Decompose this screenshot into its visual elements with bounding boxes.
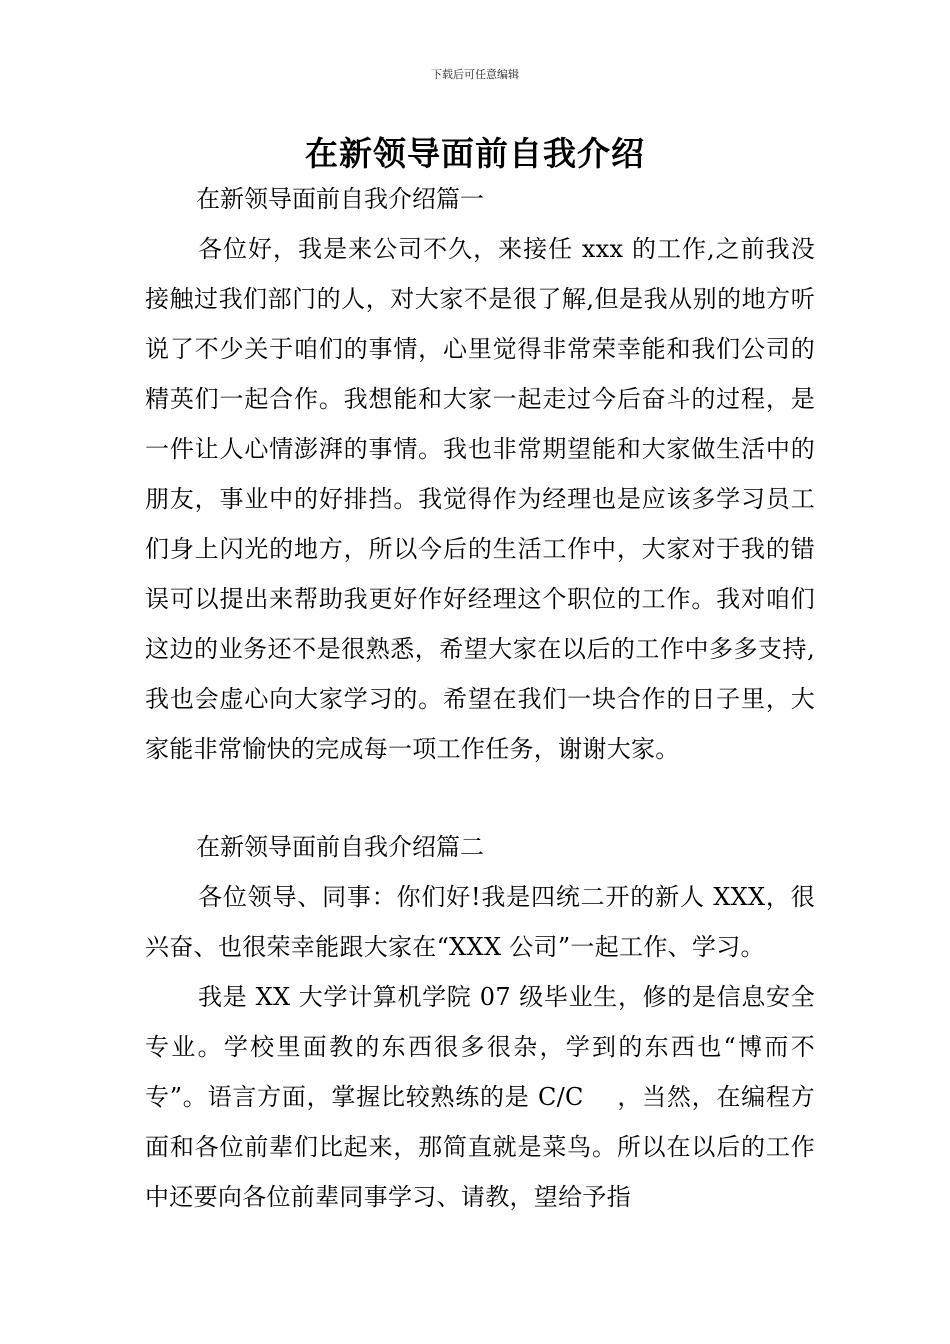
- paragraph: 各位领导、同事：你们好!我是四统二开的新人 XXX，很兴奋、也很荣幸能跟大家在“XXX 公司”一起工作、学习。: [145, 883, 815, 961]
- section-heading-1: 在新领导面前自我介绍篇一: [196, 185, 484, 213]
- section-2-body: [145, 872, 815, 1222]
- section-heading-2: 在新领导面前自我介绍篇二: [196, 833, 484, 861]
- paragraph: 我是 XX 大学计算机学院 07 级毕业生，修的是信息安全专业。学校里面教的东西很多很杂，学到的东西也“博而不专”。语言方面，掌握比较熟练的是 C/C ，当然，在编程方面和各位前辈们比起来，那简直就是菜鸟。所以在以后的工作中还要向各位前辈同事学习、请教，望给予指: [145, 983, 815, 1211]
- header-note: 下载后可任意编辑: [431, 68, 519, 81]
- page-title: 在新领导面前自我介绍: [305, 134, 645, 173]
- section-1-body: [145, 224, 815, 774]
- paragraph: 各位好，我是来公司不久，来接任 xxx 的工作,之前我没接触过我们部门的人，对大家不是很了解,但是我从别的地方听说了不少关于咱们的事情，心里觉得非常荣幸能和我们公司的精英们一起合作。我想能和大家一起走过今后奋斗的过程，是一件让人心情澎湃的事情。我也非常期望能和大家做生活中的朋友，事业中的好排挡。我觉得作为经理也是应该多学习员工们身上闪光的地方，所以今后的生活工作中，大家对于我的错误可以提出来帮助我更好作好经理这个职位的工作。我对咱们这边的业务还不是很熟悉，希望大家在以后的工作中多多支持,我也会虚心向大家学习的。希望在我们一块合作的日子里，大家能非常愉快的完成每一项工作任务，谢谢大家。: [145, 235, 815, 763]
